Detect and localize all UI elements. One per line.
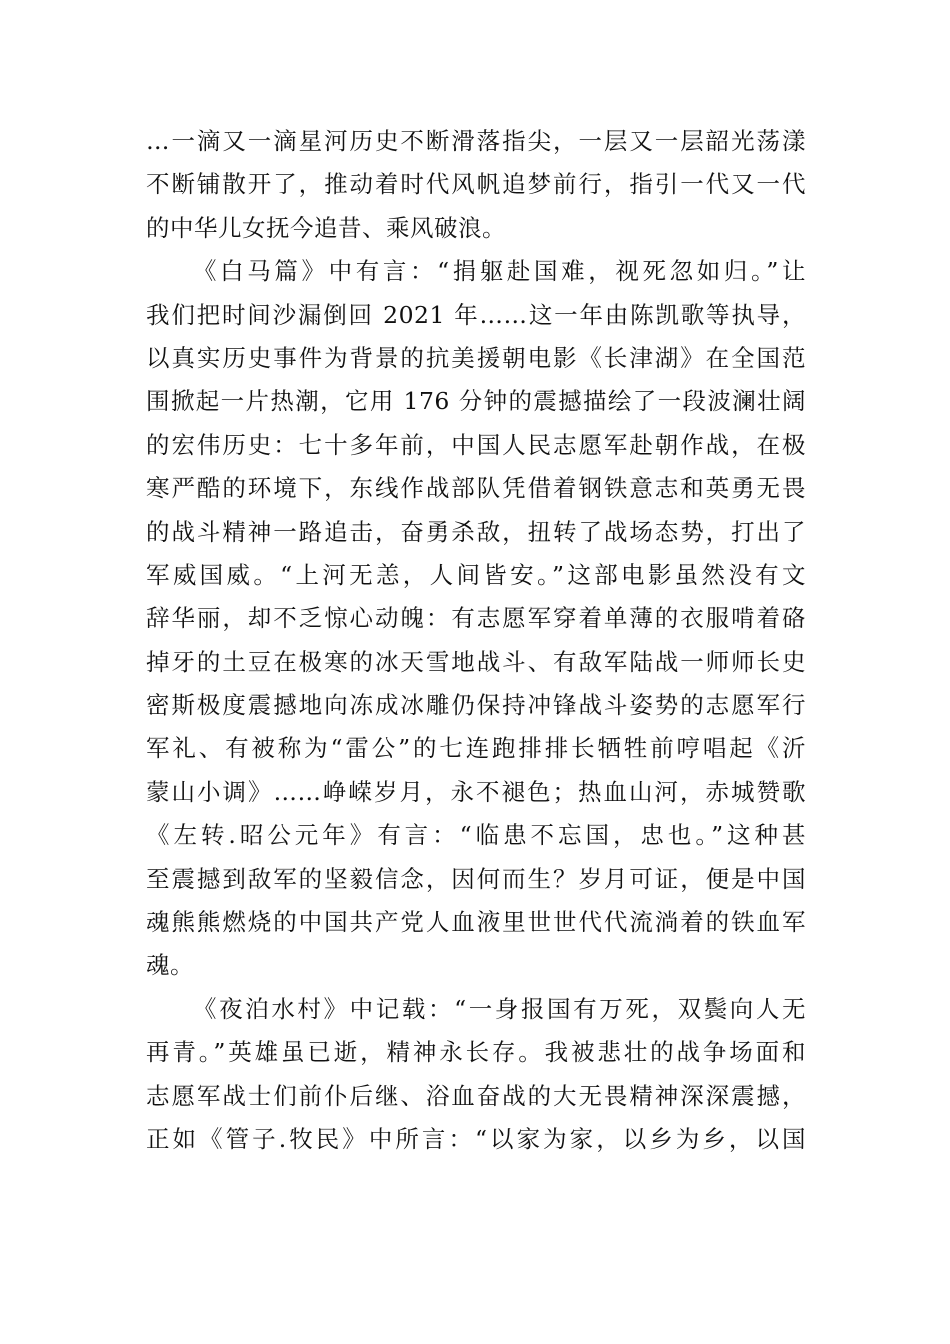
text-line: 围掀起一片热潮，它用 176 分钟的震撼描绘了一段波澜壮阔 [146, 387, 806, 416]
paragraph-3 [146, 988, 806, 1162]
text-line: 军礼、有被称为“雷公”的七连跑排排长牺牲前哼唱起《沂 [146, 734, 806, 763]
text-line: 《白马篇》中有言：“捐躯赴国难，视死忽如归。”让 [193, 257, 806, 286]
paragraph-1 [146, 120, 806, 250]
text-line: 不断铺散开了，推动着时代风帆追梦前行，指引一代又一代 [146, 170, 806, 199]
text-line: 正如《管子.牧民》中所言：“以家为家，以乡为乡，以国 [146, 1124, 806, 1153]
paragraph-2 [146, 250, 806, 988]
text-line: 寒严酷的环境下，东线作战部队凭借着钢铁意志和英勇无畏 [146, 474, 806, 503]
text-line: 再青。”英雄虽已逝，精神永长存。我被悲壮的战争场面和 [146, 1038, 806, 1067]
text-line: 我们把时间沙漏倒回 2021 年……这一年由陈凯歌等执导， [146, 300, 806, 329]
text-line: 魂熊熊燃烧的中国共产党人血液里世世代代流淌着的铁血军 [146, 908, 806, 937]
text-line: 密斯极度震撼地向冻成冰雕仍保持冲锋战斗姿势的志愿军行 [146, 691, 806, 720]
text-line: 以真实历史事件为背景的抗美援朝电影《长津湖》在全国范 [146, 343, 806, 372]
text-line: 蒙山小调》……峥嵘岁月，永不褪色；热血山河，赤城赞歌 [146, 777, 806, 806]
text-line: 《夜泊水村》中记载：“一身报国有万死，双鬓向人无 [193, 994, 806, 1023]
text-line: 辞华丽，却不乏惊心动魄：有志愿军穿着单薄的衣服啃着硌 [146, 604, 806, 633]
text-line: 的中华儿女抚今追昔、乘风破浪。 [146, 213, 506, 242]
text-line: 的宏伟历史：七十多年前，中国人民志愿军赴朝作战，在极 [146, 430, 806, 459]
text-line: …一滴又一滴星河历史不断滑落指尖，一层又一层韶光荡漾 [146, 127, 806, 155]
text-line: 掉牙的土豆在极寒的冰天雪地战斗、有敌军陆战一师师长史 [146, 647, 806, 676]
text-line: 《左转.昭公元年》有言：“临患不忘国，忠也。”这种甚 [146, 821, 806, 850]
text-line: 至震撼到敌军的坚毅信念，因何而生？岁月可证，便是中国 [146, 864, 806, 893]
text-line: 志愿军战士们前仆后继、浴血奋战的大无畏精神深深震撼， [146, 1081, 806, 1110]
text-line: 军威国威。“上河无恙，人间皆安。”这部电影虽然没有文 [146, 560, 806, 589]
text-line: 的战斗精神一路追击，奋勇杀敌，扭转了战场态势，打出了 [146, 517, 806, 546]
document-body [146, 120, 806, 1161]
text-line: 魂。 [146, 951, 194, 980]
